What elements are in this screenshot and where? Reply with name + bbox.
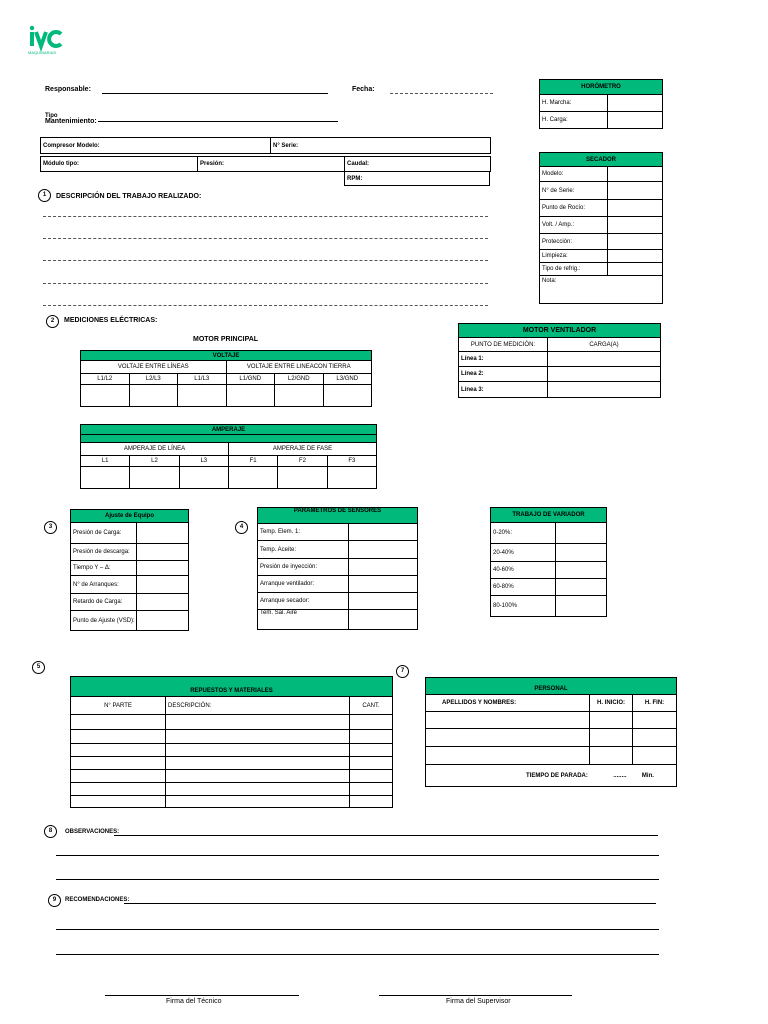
repuesto-cell[interactable] bbox=[166, 796, 350, 808]
secador-row-label: Protección: bbox=[540, 234, 608, 250]
repuesto-cell[interactable] bbox=[166, 770, 350, 783]
secador-row-label: Punto de Rocío: bbox=[540, 200, 608, 217]
ventilador-table bbox=[458, 323, 661, 398]
sensor-value[interactable] bbox=[349, 524, 418, 541]
amperaje-value[interactable] bbox=[130, 467, 179, 489]
section-number-5: 5 bbox=[32, 661, 45, 674]
sensor-value[interactable] bbox=[349, 559, 418, 576]
h-marcha-label: H. Marcha: bbox=[540, 95, 608, 112]
voltaje-value[interactable] bbox=[81, 385, 130, 407]
voltaje-tierra-header: VOLTAJE ENTRE LINEACON TIERRA bbox=[226, 361, 372, 374]
repuesto-cell[interactable] bbox=[166, 757, 350, 770]
repuestos-col: DESCRIPCIÓN: bbox=[166, 697, 350, 715]
voltaje-value[interactable] bbox=[323, 385, 372, 407]
voltaje-value[interactable] bbox=[226, 385, 275, 407]
amperaje-value[interactable] bbox=[179, 467, 228, 489]
variador-value[interactable] bbox=[556, 579, 607, 596]
descripcion-line[interactable] bbox=[43, 305, 488, 306]
horometro-title: HORÓMETRO bbox=[540, 80, 663, 95]
firma-tecnico-line[interactable] bbox=[105, 995, 299, 996]
variador-row-label: 20-40% bbox=[491, 544, 556, 562]
rpm-table bbox=[344, 171, 490, 186]
voltaje-col: L3/GND bbox=[323, 374, 372, 385]
recomendaciones-label: RECOMENDACIONES: bbox=[65, 897, 130, 903]
ventilador-row-label: Línea 1: bbox=[459, 352, 548, 367]
personal-cell[interactable] bbox=[590, 747, 633, 765]
variador-value[interactable] bbox=[556, 544, 607, 562]
company-logo bbox=[28, 24, 68, 56]
section-number-3: 3 bbox=[44, 521, 57, 534]
amperaje-value[interactable] bbox=[327, 467, 376, 489]
ajuste-value[interactable] bbox=[137, 523, 189, 544]
sensor-row-label: Presión de inyección: bbox=[258, 559, 349, 576]
personal-col: H. FIN: bbox=[633, 695, 677, 712]
rpm-cell[interactable]: RPM: bbox=[345, 172, 490, 186]
ajuste-table bbox=[70, 509, 189, 631]
variador-value[interactable] bbox=[556, 562, 607, 579]
ajuste-value[interactable] bbox=[137, 561, 189, 576]
personal-cell[interactable] bbox=[633, 729, 677, 747]
sensor-row-label: Temp. Aceite: bbox=[258, 541, 349, 559]
amperaje-col: F3 bbox=[327, 456, 376, 467]
repuesto-cell[interactable] bbox=[71, 770, 166, 783]
observaciones-label: OBSERVACIONES: bbox=[65, 829, 120, 835]
repuesto-cell[interactable] bbox=[71, 730, 166, 744]
amperaje-linea-header: AMPERAJE DE LÍNEA bbox=[81, 443, 229, 456]
mediciones-title: MEDICIONES ELÉCTRICAS: bbox=[64, 317, 158, 324]
personal-cell[interactable] bbox=[590, 712, 633, 729]
observaciones-line[interactable] bbox=[114, 835, 658, 836]
secador-row-value[interactable] bbox=[608, 182, 663, 200]
h-carga-label: H. Carga: bbox=[540, 112, 608, 129]
variador-row-label: 0-20%: bbox=[491, 523, 556, 544]
ventilador-col: PUNTO DE MEDICIÓN: bbox=[459, 338, 548, 352]
repuestos-col: N° PARTE bbox=[71, 697, 166, 715]
voltaje-value[interactable] bbox=[178, 385, 227, 407]
fecha-field[interactable] bbox=[390, 93, 493, 94]
secador-row-label: N° de Serie: bbox=[540, 182, 608, 200]
ajuste-value[interactable] bbox=[137, 544, 189, 561]
voltaje-title: VOLTAJE bbox=[81, 351, 372, 361]
tipo-label: Tipo bbox=[45, 113, 58, 119]
recomendaciones-line[interactable] bbox=[56, 929, 659, 930]
compresor-modelo-cell[interactable]: Compresor Modelo: bbox=[41, 138, 271, 154]
ajuste-row-label: Presión de descarga: bbox=[71, 544, 137, 561]
repuestos-col: CANT. bbox=[350, 697, 393, 715]
section-number-2: 2 bbox=[46, 315, 59, 328]
ventilador-row-label: Línea 2: bbox=[459, 367, 548, 382]
variador-row-label: 60-80% bbox=[491, 579, 556, 596]
secador-row-label: Modelo: bbox=[540, 167, 608, 182]
repuesto-cell[interactable] bbox=[350, 730, 393, 744]
h-marcha-value[interactable] bbox=[608, 95, 663, 112]
ventilador-col: CARGA(A) bbox=[548, 338, 661, 352]
personal-cell[interactable] bbox=[633, 712, 677, 729]
personal-col: H. INICIO: bbox=[590, 695, 633, 712]
repuestos-title: REPUESTOS Y MATERIALES bbox=[71, 677, 393, 697]
repuesto-cell[interactable] bbox=[166, 744, 350, 757]
personal-cell[interactable] bbox=[426, 747, 590, 765]
repuesto-cell[interactable] bbox=[350, 757, 393, 770]
ventilador-title: MOTOR VENTILADOR bbox=[459, 324, 661, 338]
amperaje-value[interactable] bbox=[228, 467, 277, 489]
ajuste-row-label: Retardo de Carga: bbox=[71, 594, 137, 611]
repuesto-cell[interactable] bbox=[71, 796, 166, 808]
ventilador-value[interactable] bbox=[548, 382, 661, 398]
observaciones-line[interactable] bbox=[56, 855, 659, 856]
secador-row-value[interactable] bbox=[608, 250, 663, 263]
serie-cell[interactable]: N° Serie: bbox=[271, 138, 491, 154]
descripcion-line[interactable] bbox=[43, 216, 488, 217]
amperaje-col: L1 bbox=[81, 456, 130, 467]
section-number-7: 7 bbox=[396, 665, 409, 678]
ajuste-row-label: Punto de Ajuste (VSD): bbox=[71, 611, 137, 631]
variador-value[interactable] bbox=[556, 523, 607, 544]
amperaje-title: AMPERAJE bbox=[81, 425, 377, 435]
personal-cell[interactable] bbox=[426, 729, 590, 747]
repuesto-cell[interactable] bbox=[350, 715, 393, 730]
amperaje-col: L2 bbox=[130, 456, 179, 467]
ajuste-value[interactable] bbox=[137, 594, 189, 611]
sensores-title: PARÁMETROS DE SENSORES bbox=[258, 508, 418, 524]
firma-supervisor-line[interactable] bbox=[379, 995, 572, 996]
secador-table bbox=[539, 152, 663, 304]
personal-cell[interactable] bbox=[426, 712, 590, 729]
mantenimiento-label: Mantenimiento: bbox=[45, 118, 97, 125]
ajuste-row-label: N° de Arranques: bbox=[71, 576, 137, 594]
tiempo-parada-value[interactable]: ........ bbox=[613, 772, 627, 779]
descripcion-line[interactable] bbox=[43, 238, 488, 239]
sensor-row-label: Temp. Elem. 1: bbox=[258, 524, 349, 541]
secador-row-value[interactable] bbox=[608, 217, 663, 234]
mantenimiento-field[interactable] bbox=[98, 121, 338, 122]
ajuste-value[interactable] bbox=[137, 611, 189, 631]
modulo-cell[interactable]: Módulo tipo: bbox=[41, 157, 198, 172]
secador-row-value[interactable] bbox=[608, 234, 663, 250]
ventilador-value[interactable] bbox=[548, 367, 661, 382]
secador-row-label: Tipo de refrig.: bbox=[540, 263, 608, 276]
recomendaciones-line[interactable] bbox=[124, 903, 656, 904]
secador-nota[interactable]: Nota: bbox=[540, 276, 663, 304]
ajuste-value[interactable] bbox=[137, 576, 189, 594]
descripcion-line[interactable] bbox=[43, 283, 488, 284]
repuesto-cell[interactable] bbox=[71, 783, 166, 796]
sensor-row-label: Tem. Sal. Aire bbox=[258, 610, 349, 630]
personal-cell[interactable] bbox=[633, 747, 677, 765]
personal-col: APELLIDOS Y NOMBRES: bbox=[426, 695, 590, 712]
secador-row-value[interactable] bbox=[608, 200, 663, 217]
repuesto-cell[interactable] bbox=[350, 796, 393, 808]
secador-row-label: Volt. / Amp.: bbox=[540, 217, 608, 234]
amperaje-value[interactable] bbox=[81, 467, 130, 489]
repuesto-cell[interactable] bbox=[166, 715, 350, 730]
repuesto-cell[interactable] bbox=[350, 783, 393, 796]
variador-title: TRABAJO DE VARIADOR bbox=[491, 508, 607, 523]
voltaje-value[interactable] bbox=[275, 385, 324, 407]
repuesto-cell[interactable] bbox=[166, 730, 350, 744]
presion-cell[interactable]: Presión: bbox=[198, 157, 345, 172]
repuestos-table bbox=[70, 676, 393, 808]
voltaje-value[interactable] bbox=[129, 385, 178, 407]
voltaje-col: L2/GND bbox=[275, 374, 324, 385]
modulo-table bbox=[40, 156, 491, 172]
amperaje-col: F2 bbox=[278, 456, 327, 467]
tiempo-parada-unit: Min. bbox=[641, 772, 654, 779]
amperaje-col: L3 bbox=[179, 456, 228, 467]
caudal-cell[interactable]: Caudal: bbox=[345, 157, 491, 172]
sensores-table bbox=[257, 507, 418, 630]
ventilador-row-label: Línea 3: bbox=[459, 382, 548, 398]
secador-row-value[interactable] bbox=[608, 263, 663, 276]
section-number-1: 1 bbox=[38, 189, 51, 202]
section-number-9: 9 bbox=[48, 894, 61, 907]
observaciones-line[interactable] bbox=[56, 879, 659, 880]
amperaje-table bbox=[80, 424, 377, 489]
tiempo-parada-label: TIEMPO DE PARADA: bbox=[526, 772, 588, 779]
sensor-value[interactable] bbox=[349, 541, 418, 559]
tiempo-parada-row[interactable] bbox=[426, 765, 677, 787]
horometro-table bbox=[539, 79, 663, 129]
repuesto-cell[interactable] bbox=[166, 783, 350, 796]
sensor-value[interactable] bbox=[349, 593, 418, 610]
motor-principal-title: MOTOR PRINCIPAL bbox=[193, 336, 259, 343]
variador-row-label: 40-60% bbox=[491, 562, 556, 579]
h-carga-value[interactable] bbox=[608, 112, 663, 129]
amperaje-value[interactable] bbox=[278, 467, 327, 489]
voltaje-col: L1/GND bbox=[226, 374, 275, 385]
responsable-label: Responsable: bbox=[45, 86, 91, 93]
secador-row-value[interactable] bbox=[608, 167, 663, 182]
fecha-label: Fecha: bbox=[352, 86, 375, 93]
repuesto-cell[interactable] bbox=[350, 770, 393, 783]
voltaje-table bbox=[80, 350, 372, 407]
voltaje-col: L2/L3 bbox=[129, 374, 178, 385]
descripcion-title: DESCRIPCIÓN DEL TRABAJO REALIZADO: bbox=[56, 193, 202, 200]
personal-table bbox=[425, 677, 677, 787]
descripcion-line[interactable] bbox=[43, 260, 488, 261]
personal-title: PERSONAL bbox=[426, 678, 677, 695]
ventilador-value[interactable] bbox=[548, 352, 661, 367]
section-number-8: 8 bbox=[44, 825, 57, 838]
sensor-row-label: Arranque ventilador: bbox=[258, 576, 349, 593]
amperaje-band bbox=[81, 435, 377, 443]
sensor-row-label: Arranque secador: bbox=[258, 593, 349, 610]
ajuste-row-label: Tiempo Y – Δ: bbox=[71, 561, 137, 576]
recomendaciones-line[interactable] bbox=[56, 954, 659, 955]
ajuste-row-label: Presión de Carga: bbox=[71, 523, 137, 544]
amperaje-fase-header: AMPERAJE DE FASE bbox=[228, 443, 376, 456]
firma-tecnico-label: Firma del Técnico bbox=[166, 998, 222, 1005]
repuesto-cell[interactable] bbox=[71, 744, 166, 757]
compresor-table bbox=[40, 137, 491, 154]
voltaje-col: L1/L3 bbox=[178, 374, 227, 385]
responsable-field[interactable] bbox=[102, 93, 328, 94]
variador-table bbox=[490, 507, 607, 617]
repuesto-cell[interactable] bbox=[71, 715, 166, 730]
sensor-value[interactable] bbox=[349, 576, 418, 593]
section-number-4: 4 bbox=[235, 521, 248, 534]
secador-row-label: Limpieza: bbox=[540, 250, 608, 263]
personal-cell[interactable] bbox=[590, 729, 633, 747]
repuesto-cell[interactable] bbox=[71, 757, 166, 770]
amperaje-col: F1 bbox=[228, 456, 277, 467]
variador-row-label: 80-100% bbox=[491, 596, 556, 617]
variador-value[interactable] bbox=[556, 596, 607, 617]
voltaje-col: L1/L2 bbox=[81, 374, 130, 385]
secador-title: SECADOR bbox=[540, 153, 663, 167]
sensor-value[interactable] bbox=[349, 610, 418, 630]
firma-supervisor-label: Firma del Supervisor bbox=[446, 998, 511, 1005]
repuesto-cell[interactable] bbox=[350, 744, 393, 757]
voltaje-lineas-header: VOLTAJE ENTRE LÍNEAS bbox=[81, 361, 227, 374]
ajuste-title: Ajuste de Equipo bbox=[71, 510, 189, 523]
svg-text:MAQUINARIAS: MAQUINARIAS bbox=[28, 50, 57, 55]
